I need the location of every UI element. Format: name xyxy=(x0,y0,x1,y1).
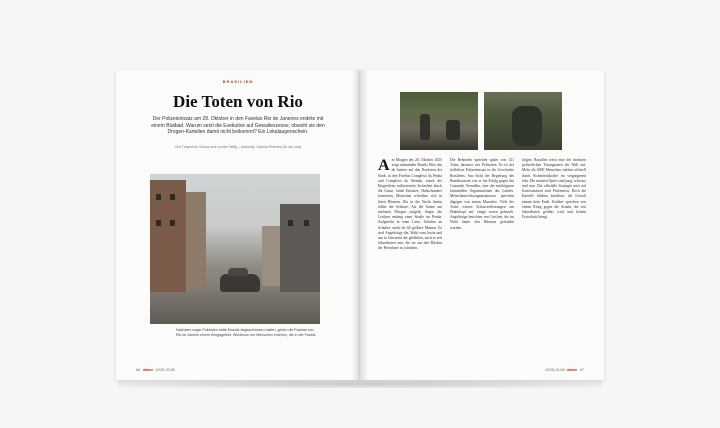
police-photo-top-right xyxy=(484,92,562,150)
page-number: 66 xyxy=(136,368,140,372)
magazine-name: datum xyxy=(142,368,154,372)
page-number: 67 xyxy=(580,368,584,372)
left-page-footer xyxy=(136,368,175,372)
article-body xyxy=(378,158,586,358)
author-credit: Von Thayná de Souza und Leonie Seifig – Amnesty: Victoria Pedraza (Ai da Lura) xyxy=(174,145,302,149)
photo-road xyxy=(150,292,320,324)
photo-window xyxy=(156,194,161,200)
burned-car xyxy=(220,274,260,292)
column-text: m Morgen des 28. Oktober 2025 zeigt niemanden Brasils Elite das de Janeiro auf den Nordseen der Stadt, in den Favelas Complexo da Penha und Complexo do Alemão, zuseit der Eingreifens, militarisierte Sicherheit durch die Gasse, fatale Einsätze, Hubschrauber formieren, Menschen schreiben sich in ihren Häusern. Bis in die Nacht hinein fallen die Schüsse. Als die Sonne am nächsten Morgen aufgeht, liegen die Leichen entlang einer Straße im Penha. Aufgereiht in einer Linie, Schulter an Schulter, mehr als 60 größere Männer. Es sind Angehörige die, Wald vom Justiz und aus in Umrissen der gefühlten, auch es seit Jahrzehnten sein, die sie aus den Blicken der Bewohner zu schützen. xyxy=(378,158,442,251)
article-lead: Der Polizeieinsatz am 28. Oktober in den Favelas Rio de Janeiros endete mit einem Blutbad. Warum setzt die Exekutive auf Gewaltexzesse, obwohl sie den Drogen-Kartellen damit nicht beikommt? Ein Lokalaugenschein. xyxy=(151,116,325,135)
right-page-footer xyxy=(545,368,584,372)
article-column xyxy=(378,158,442,358)
photo-window xyxy=(304,220,309,226)
photo-window xyxy=(170,220,175,226)
dropcap: A xyxy=(378,158,390,174)
photo-figure xyxy=(420,114,430,140)
photo-officer xyxy=(512,106,542,146)
photo-window xyxy=(288,220,293,226)
photo-building xyxy=(150,180,186,300)
photo-caption: Nachdem sogar Polizisten hatte Einsatz abgeschlossen hatten, gehen die Favelas von Rio de Janeiro einem Kriegsgebiet. Wiederum zur Menschen ersehen, die in der Favela. xyxy=(176,328,317,337)
photo-window xyxy=(170,194,175,200)
right-page xyxy=(360,70,604,380)
photo-figure xyxy=(446,120,460,140)
favela-street-photo xyxy=(150,174,320,324)
magazine-name: datum xyxy=(566,368,578,372)
spine-gutter xyxy=(352,70,368,380)
article-headline: Die Toten von Rio xyxy=(173,92,303,111)
article-column: folgen. Brasilien weist eine der höchsten polizeilichen Tötungsraten der Welt auf. Mehr als 6000 Menschen starben offiziell durch Sicherheitskräfte im vergangenen Jahr. Die meisten Opfer sind jung, schwarz und arm. Die offizielle Strategie setzt auf Konfrontation statt Prävention. Doch die Kartelle bleiben bestehen, die Gewalt nimmt kein Ende. Kritiker sprechen von einem Krieg gegen die Armen, der seit Jahrzehnten geführt wird und keinen Fortschritt bringt. xyxy=(522,158,586,220)
issue-date: 12/25–01/26 xyxy=(545,368,565,372)
photo-building xyxy=(186,192,206,287)
photo-window xyxy=(156,220,161,226)
open-magazine xyxy=(116,70,604,380)
photo-building xyxy=(280,204,320,294)
issue-date: 12/25–01/26 xyxy=(155,368,175,372)
street-photo-top-left xyxy=(400,92,478,150)
section-rubric: BRASILIEN xyxy=(222,79,254,84)
left-page xyxy=(116,70,360,380)
photo-building xyxy=(262,226,282,286)
magazine-shadow xyxy=(118,380,602,388)
article-column: Die Behörden sprechen später von 121 Toten, darunter vier Polizisten. Es ist der tödlichste Polizeieinsatz in der Geschichte Brasiliens. Aus Sicht der Regierung des Bundesstaates war er ein Erfolg gegen das Comando Vermelho, eine der mächtigsten kriminellen Organisationen des Landes. Menschenrechtsorganisationen sprechen dagegen von einem Massaker. Viele der Toten wiesen Schussverletzungen am Hinterkopf auf, einige waren gefesselt. Angehörige berichten von Leichen, die im Wald hinter den Häusern gefunden wurden. xyxy=(450,158,514,230)
